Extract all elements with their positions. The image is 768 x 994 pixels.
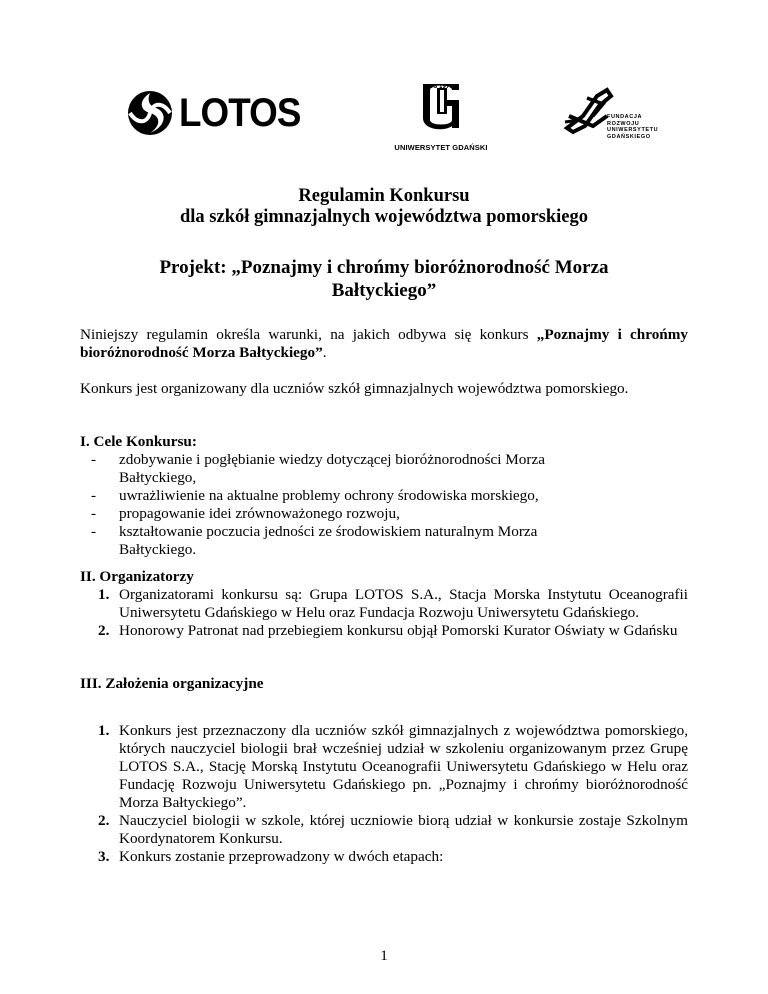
list-number: 2. <box>98 622 110 639</box>
list-number: 3. <box>98 848 110 865</box>
assumptions-list <box>80 722 688 866</box>
project-line-2: Bałtyckiego” <box>331 280 437 301</box>
list-number: 2. <box>98 812 110 829</box>
list-item-text: Konkurs jest przeznaczony dla uczniów szkół gimnazjalnych z województwa pomorskiego, których nauczyciel biologii brał wcześniej udział w szkoleniu organizowanym przez Grupę LOTOS S.A., Stację Morską Instytutu Oceanografii Uniwersytetu Gdańskiego w Helu oraz Fundację Rozwoju Uniwersytetu Gdańskiego pn. „Poznajmy i chrońmy bioróżnorodność Morza Bałtyckiego”. <box>119 722 688 811</box>
project-line-1: Projekt: „Poznajmy i chrońmy bioróżnorodność Morza <box>159 257 609 278</box>
list-item-text: propagowanie idei zrównoważonego rozwoju, <box>119 505 400 522</box>
list-item-text: zdobywanie i pogłębianie wiedzy dotyczącej bioróżnorodności Morza Bałtyckiego, <box>119 451 545 486</box>
list-item-text: uwrażliwienie na aktualne problemy ochrony środowiska morskiego, <box>119 487 539 504</box>
university-caption: UNIWERSYTET GDAŃSKI <box>394 143 488 152</box>
section-heading: II. Organizatorzy <box>80 568 194 585</box>
list-item <box>80 622 688 640</box>
list-item-text: Konkurs zostanie przeprowadzony w dwóch etapach: <box>119 848 444 865</box>
page-number: 1 <box>380 948 388 964</box>
section-heading: I. Cele Konkursu: <box>80 433 197 450</box>
university-logo <box>393 80 489 157</box>
list-number: 1. <box>98 586 110 603</box>
logo-bar <box>0 80 768 160</box>
section-organizers <box>80 568 688 640</box>
lotos-wordmark: LOTOS <box>179 91 301 135</box>
intro-audience: Konkurs jest organizowany dla uczniów szkół gimnazjalnych województwa pomorskiego. <box>80 380 629 397</box>
foundation-logo <box>563 84 673 154</box>
foundation-caption-line: ROZWOJU <box>607 120 640 127</box>
section-heading: III. Założenia organizacyjne <box>80 675 264 692</box>
list-item-text: Organizatorami konkursu są: Grupa LOTOS S.A., Stacja Morska Instytutu Oceanografii Uniwersytetu Gdańskiego w Helu oraz Fundacja Rozwoju Uniwersytetu Gdańskiego. <box>119 586 688 621</box>
organizers-list <box>80 586 688 640</box>
section-goals <box>80 433 688 559</box>
intro-end: . <box>322 344 327 361</box>
list-item-text: Honorowy Patronat nad przebiegiem konkursu objął Pomorski Kurator Oświaty w Gdańsku <box>119 622 678 639</box>
foundation-caption-line: UNIWERSYTETU <box>607 127 659 134</box>
document-title <box>0 186 768 228</box>
list-item <box>80 812 688 848</box>
intro-text: Niniejszy regulamin określa warunki, na jakich odbywa się konkurs <box>80 326 537 343</box>
foundation-caption-line: GDAŃSKIEGO <box>607 133 651 140</box>
project-title <box>120 256 648 302</box>
list-item: - propagowanie idei zrównoważonego rozwoju, <box>91 505 400 522</box>
list-item: - kształtowanie poczucia jedności ze środowiskiem naturalnym Morza Bałtyckiego. <box>91 523 538 558</box>
lotos-logo <box>127 90 311 136</box>
intro-paragraph <box>80 326 688 362</box>
foundation-caption-line: FUNDACJA <box>607 114 643 120</box>
list-item: - uwrażliwienie na aktualne problemy ochrony środowiska morskiego, <box>91 487 539 504</box>
list-item: - zdobywanie i pogłębianie wiedzy dotyczącej bioróżnorodności Morza Bałtyckiego, <box>91 451 545 486</box>
seal-text: UG 1970 <box>429 84 453 90</box>
list-number: 1. <box>98 722 110 739</box>
list-item-text: Nauczyciel biologii w szkole, której uczniowie biorą udział w konkursie zostaje Szkolnym Koordynatorem Konkursu. <box>119 812 688 847</box>
list-item <box>80 848 688 866</box>
list-item <box>80 722 688 812</box>
lotos-swirl-icon <box>127 90 173 136</box>
list-item <box>80 586 688 622</box>
section-organizational-assumptions <box>80 675 688 866</box>
university-seal-icon <box>410 80 472 132</box>
goals-list <box>80 451 688 559</box>
intro-contest-name: „Poznajmy i chrońmy bioróżnorodność Morza Bałtyckiego” <box>80 326 688 361</box>
document-body <box>80 326 688 866</box>
title-line-2: dla szkół gimnazjalnych województwa pomorskiego <box>179 207 589 227</box>
list-item-text: kształtowanie poczucia jedności ze środowiskiem naturalnym Morza Bałtyckiego. <box>119 523 538 558</box>
foundation-caption <box>607 114 658 140</box>
title-line-1: Regulamin Konkursu <box>298 186 470 206</box>
